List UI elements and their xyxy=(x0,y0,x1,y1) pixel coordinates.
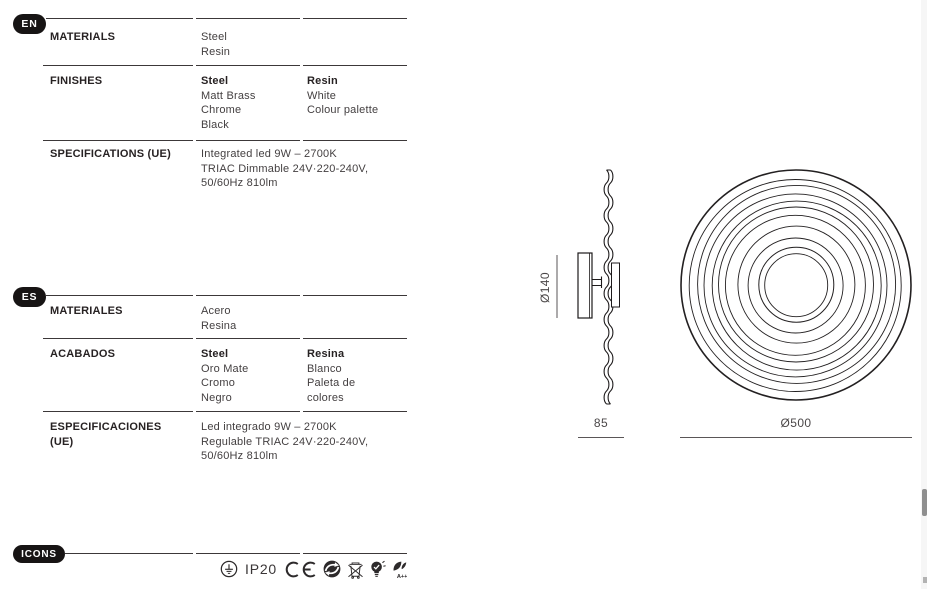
divider xyxy=(196,411,300,412)
divider xyxy=(46,18,193,19)
icons-tag-label: ICONS xyxy=(21,548,57,560)
scrollbar-thumb[interactable] xyxy=(922,489,927,516)
value-line: Steel xyxy=(201,31,228,43)
value-line: 50/60Hz 810lm xyxy=(201,450,278,463)
divider xyxy=(196,295,300,296)
divider xyxy=(303,338,407,339)
row-label: MATERIALS xyxy=(50,31,116,43)
divider xyxy=(303,18,407,19)
divider xyxy=(43,140,193,141)
divider xyxy=(303,553,407,554)
weee-crossed-bin-icon xyxy=(346,560,365,579)
language-tag-en-label: EN xyxy=(21,18,38,30)
divider xyxy=(196,553,300,554)
column-head: Resina xyxy=(307,348,345,360)
value-line: colores xyxy=(307,391,344,404)
row-values xyxy=(201,147,407,191)
divider xyxy=(43,411,193,412)
led-bulb-icon xyxy=(370,560,386,579)
green-dot-recycling-icon xyxy=(323,560,341,578)
divider xyxy=(196,65,300,66)
energy-leaf-icon xyxy=(391,560,407,579)
value-line: Regulable TRIAC 24V·220-240V, xyxy=(201,435,369,448)
value-line: Cromo xyxy=(201,377,236,390)
divider xyxy=(303,411,407,412)
divider xyxy=(196,140,300,141)
side-view-width-dimension: 85 xyxy=(593,416,609,430)
column-head: Steel xyxy=(201,348,229,360)
row-values-steel xyxy=(201,347,301,405)
language-tag-en xyxy=(13,14,46,34)
divider xyxy=(43,65,193,66)
energy-class-label: A++ xyxy=(396,573,407,579)
row-values-steel xyxy=(201,74,301,132)
front-view-diameter-dimension: Ø500 xyxy=(780,416,812,430)
language-tag-es-label: ES xyxy=(21,291,38,303)
value-line: Chrome xyxy=(201,104,242,117)
ce-mark-icon xyxy=(284,561,318,578)
column-head: Steel xyxy=(201,75,229,87)
value-line: Led integrado 9W – 2700K xyxy=(201,421,337,433)
divider xyxy=(196,338,300,339)
language-tag-es xyxy=(13,287,46,307)
value-line: Oro Mate xyxy=(201,362,249,375)
scrollbar-end-mark xyxy=(923,577,927,583)
dimension-line-85 xyxy=(578,437,624,438)
class-1-protection-icon xyxy=(220,560,238,578)
row-values xyxy=(201,304,301,333)
row-values xyxy=(201,420,407,464)
row-values-resina xyxy=(307,347,407,405)
value-line: Black xyxy=(201,118,229,131)
divider xyxy=(303,140,407,141)
row-values-resin xyxy=(307,74,407,118)
divider xyxy=(196,18,300,19)
row-label: ESPECIFICACIONES (UE) xyxy=(50,421,162,448)
value-line: Negro xyxy=(201,391,232,404)
value-line: Blanco xyxy=(307,362,342,375)
divider xyxy=(43,338,193,339)
divider xyxy=(46,295,193,296)
ip-rating: IP20 xyxy=(245,561,277,577)
dimension-line-500 xyxy=(680,437,912,438)
value-line: Paleta de xyxy=(307,377,356,390)
value-line: Resina xyxy=(201,319,237,332)
icons-tag xyxy=(13,545,65,563)
value-line: TRIAC Dimmable 24V·220-240V, xyxy=(201,162,369,175)
certification-icons-row xyxy=(230,557,407,581)
value-line: Matt Brass xyxy=(201,89,256,102)
side-view-height-dimension: Ø140 xyxy=(538,272,552,303)
value-line: Resin xyxy=(201,45,231,58)
value-line: Colour palette xyxy=(307,104,379,117)
divider xyxy=(303,65,407,66)
front-view-drawing xyxy=(668,167,924,407)
column-head: Resin xyxy=(307,75,338,87)
row-label: FINISHES xyxy=(50,75,103,87)
divider xyxy=(65,553,193,554)
divider xyxy=(303,295,407,296)
row-values xyxy=(201,30,301,59)
row-label: ACABADOS xyxy=(50,348,116,360)
row-label: MATERIALES xyxy=(50,305,123,317)
side-view-drawing xyxy=(535,162,645,414)
value-line: 50/60Hz 810lm xyxy=(201,177,278,190)
row-label: SPECIFICATIONS (UE) xyxy=(50,148,171,160)
value-line: Integrated led 9W – 2700K xyxy=(201,148,337,160)
value-line: White xyxy=(307,89,337,102)
value-line: Acero xyxy=(201,305,231,317)
